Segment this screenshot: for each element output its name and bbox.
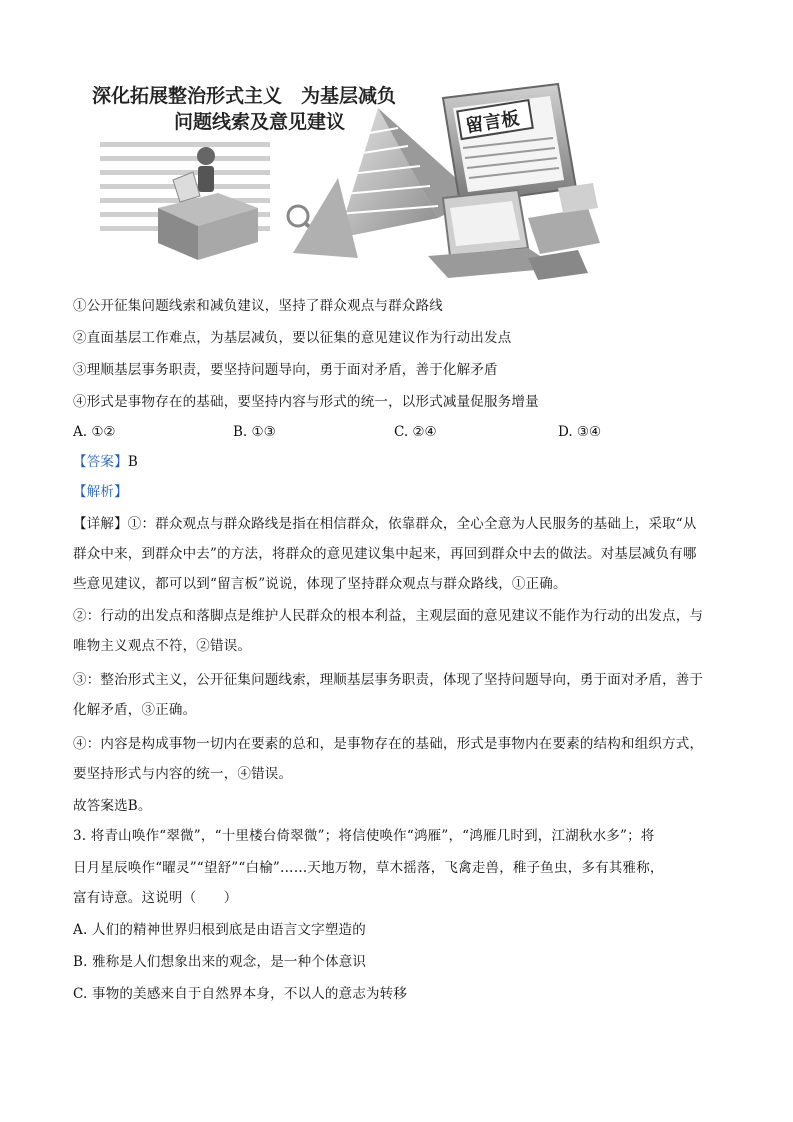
question3-option-b: B. 雅称是人们想象出来的观念，是一种个体意识 bbox=[73, 954, 367, 970]
statement-1: ①公开征集问题线索和减负建议，坚持了群众观点与群众路线 bbox=[73, 298, 443, 314]
answer-line bbox=[73, 452, 138, 472]
detail-line-9: 要坚持形式与内容的统一，④错误。 bbox=[73, 766, 293, 782]
board-label: 留言板 bbox=[464, 107, 521, 138]
answer-value: B bbox=[127, 454, 138, 470]
magnifier-icon bbox=[288, 206, 308, 226]
detail-line-6: ③：整治形式主义，公开征集问题线索，理顺基层事务职责，体现了坚持问题导向，勇于面对矛盾，善于 bbox=[73, 672, 704, 688]
message-board-graphic bbox=[443, 84, 576, 204]
statement-2: ②直面基层工作难点，为基层减负，要以征集的意见建议作为行动出发点 bbox=[73, 330, 512, 346]
detail-line-7: 化解矛盾，③正确。 bbox=[73, 702, 197, 718]
figure-title-line2: 问题线索及意见建议 bbox=[174, 111, 346, 133]
detail-line-3: 些意见建议，都可以到“留言板”说说，体现了坚持群众观点与群众路线，①正确。 bbox=[73, 576, 567, 592]
answer-tag: 【答案】 bbox=[73, 454, 128, 470]
figure-title-line1: 深化拓展整治形式主义 为基层减负 bbox=[92, 85, 397, 107]
question3-line-3: 富有诗意。这说明（ ） bbox=[73, 890, 238, 906]
question3-line-2: 日月星辰唤作“曜灵”“望舒”“白榆”……天地万物，草木摇落，飞禽走兽，稚子鱼虫，多有其雅称， bbox=[73, 860, 664, 876]
question3-line-1: 3. 将青山唤作“翠微”，“十里楼台倚翠微”；将信使唤作“鸿雁”，“鸿雁几时到，江湖秋水多”；将 bbox=[73, 828, 655, 844]
podium-graphic bbox=[158, 147, 258, 260]
detail-line-1: 【详解】①：群众观点与群众路线是指在相信群众，依靠群众，全心全意为人民服务的基础上，采取“从 bbox=[73, 516, 697, 532]
option-b: B. ①③ bbox=[233, 424, 276, 440]
illustration-graphic bbox=[88, 68, 608, 282]
detail-line-2: 群众中来，到群众中去”的方法，将群众的意见建议集中起来，再回到群众中去的做法。对基层减负有哪 bbox=[73, 546, 697, 562]
statement-3: ③理顺基层事务职责，要坚持问题导向，勇于面对矛盾，善于化解矛盾 bbox=[73, 362, 498, 378]
statement-4: ④形式是事物存在的基础，要坚持内容与形式的统一，以形式减量促服务增量 bbox=[73, 394, 539, 410]
illustration bbox=[88, 68, 608, 282]
detail-conclusion: 故答案选B。 bbox=[73, 798, 152, 814]
option-a: A. ①② bbox=[73, 424, 116, 440]
question3-option-a: A. 人们的精神世界归根到底是由语言文字塑造的 bbox=[73, 922, 366, 938]
detail-line-5: 唯物主义观点不符，②错误。 bbox=[73, 638, 252, 654]
detail-line-4: ②：行动的出发点和落脚点是维护人民群众的根本利益，主观层面的意见建议不能作为行动的出发点，与 bbox=[73, 608, 704, 624]
analysis-tag: 【解析】 bbox=[73, 484, 128, 500]
option-d: D. ③④ bbox=[558, 424, 602, 440]
option-c: C. ②④ bbox=[394, 424, 437, 440]
detail-line-8: ④：内容是构成事物一切内在要素的总和，是事物存在的基础，形式是事物内在要素的结构和组织方式， bbox=[73, 736, 704, 752]
question3-option-c: C. 事物的美感来自于自然界本身，不以人的意志为转移 bbox=[73, 986, 408, 1002]
